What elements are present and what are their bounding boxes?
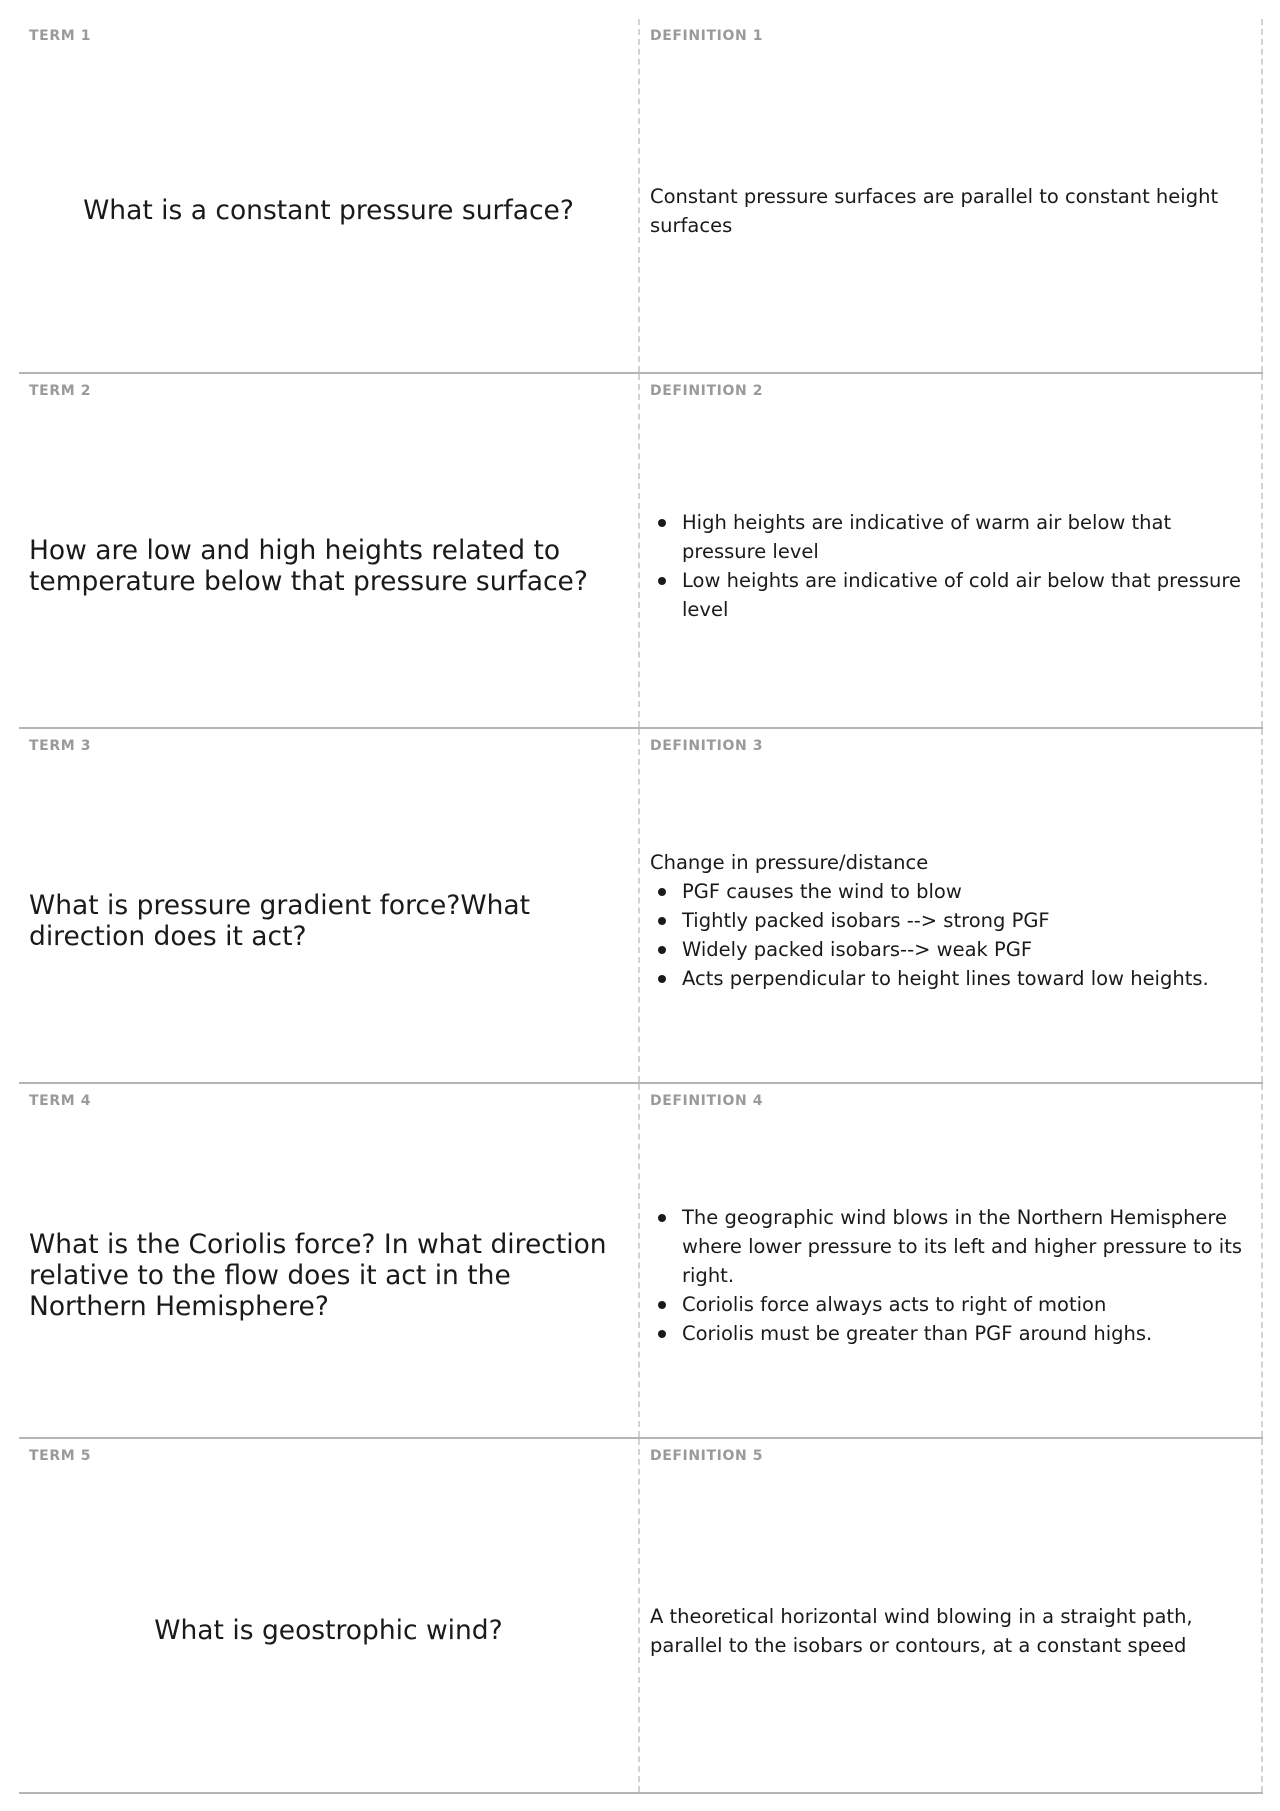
flashcard-row <box>19 1084 1263 1439</box>
term-cell <box>19 1439 640 1792</box>
definition-text: Change in pressure/distance <box>650 851 929 874</box>
definition-list <box>650 508 1251 624</box>
flashcard-row <box>19 374 1263 729</box>
definition-cell <box>640 19 1263 372</box>
definition-label: DEFINITION 4 <box>650 1093 764 1109</box>
definition-text: Constant pressure surfaces are parallel to constant height surfaces <box>650 184 1219 237</box>
term-text: What is the Coriolis force? In what direction relative to the flow does it act in the Northern Hemisphere? <box>29 1229 607 1322</box>
term-label: TERM 4 <box>29 1093 92 1109</box>
term-label: TERM 1 <box>29 28 92 44</box>
definition-list-item: High heights are indicative of warm air below that pressure level <box>682 508 1251 566</box>
definition-cell <box>640 374 1263 727</box>
definition-label: DEFINITION 1 <box>650 28 764 44</box>
flashcard-sheet <box>19 19 1263 1794</box>
term-cell <box>19 19 640 372</box>
definition-list <box>650 1203 1251 1348</box>
definition-label: DEFINITION 5 <box>650 1448 764 1464</box>
definition-list-item: Coriolis force always acts to right of motion <box>682 1290 1251 1319</box>
definition-label: DEFINITION 3 <box>650 738 764 754</box>
definition-label: DEFINITION 2 <box>650 383 764 399</box>
definition-list-item: PGF causes the wind to blow <box>682 877 1251 906</box>
definition-cell <box>640 729 1263 1082</box>
flashcard-row <box>19 1439 1263 1794</box>
term-label: TERM 5 <box>29 1448 92 1464</box>
definition-text: A theoretical horizontal wind blowing in a straight path, parallel to the isobars or contours, at a constant speed <box>650 1604 1193 1657</box>
flashcard-row <box>19 19 1263 374</box>
term-text: How are low and high heights related to temperature below that pressure surface? <box>29 534 588 597</box>
term-cell <box>19 374 640 727</box>
definition-list-item: Acts perpendicular to height lines toward low heights. <box>682 964 1251 993</box>
definition-list-item: Widely packed isobars--> weak PGF <box>682 935 1251 964</box>
definition-list-item: The geographic wind blows in the Northern Hemisphere where lower pressure to its left and higher pressure to its right. <box>682 1203 1251 1290</box>
term-text: What is pressure gradient force?What direction does it act? <box>29 889 531 952</box>
definition-list-item: Coriolis must be greater than PGF around highs. <box>682 1319 1251 1348</box>
definition-list-item: Tightly packed isobars --> strong PGF <box>682 906 1251 935</box>
term-cell <box>19 1084 640 1437</box>
definition-cell <box>640 1084 1263 1437</box>
definition-cell <box>640 1439 1263 1792</box>
term-text: What is a constant pressure surface? <box>83 195 574 226</box>
term-label: TERM 3 <box>29 738 92 754</box>
definition-list <box>650 877 1251 993</box>
flashcard-row <box>19 729 1263 1084</box>
definition-list-item: Low heights are indicative of cold air below that pressure level <box>682 566 1251 624</box>
term-cell <box>19 729 640 1082</box>
term-text: What is geostrophic wind? <box>154 1615 503 1646</box>
term-label: TERM 2 <box>29 383 92 399</box>
